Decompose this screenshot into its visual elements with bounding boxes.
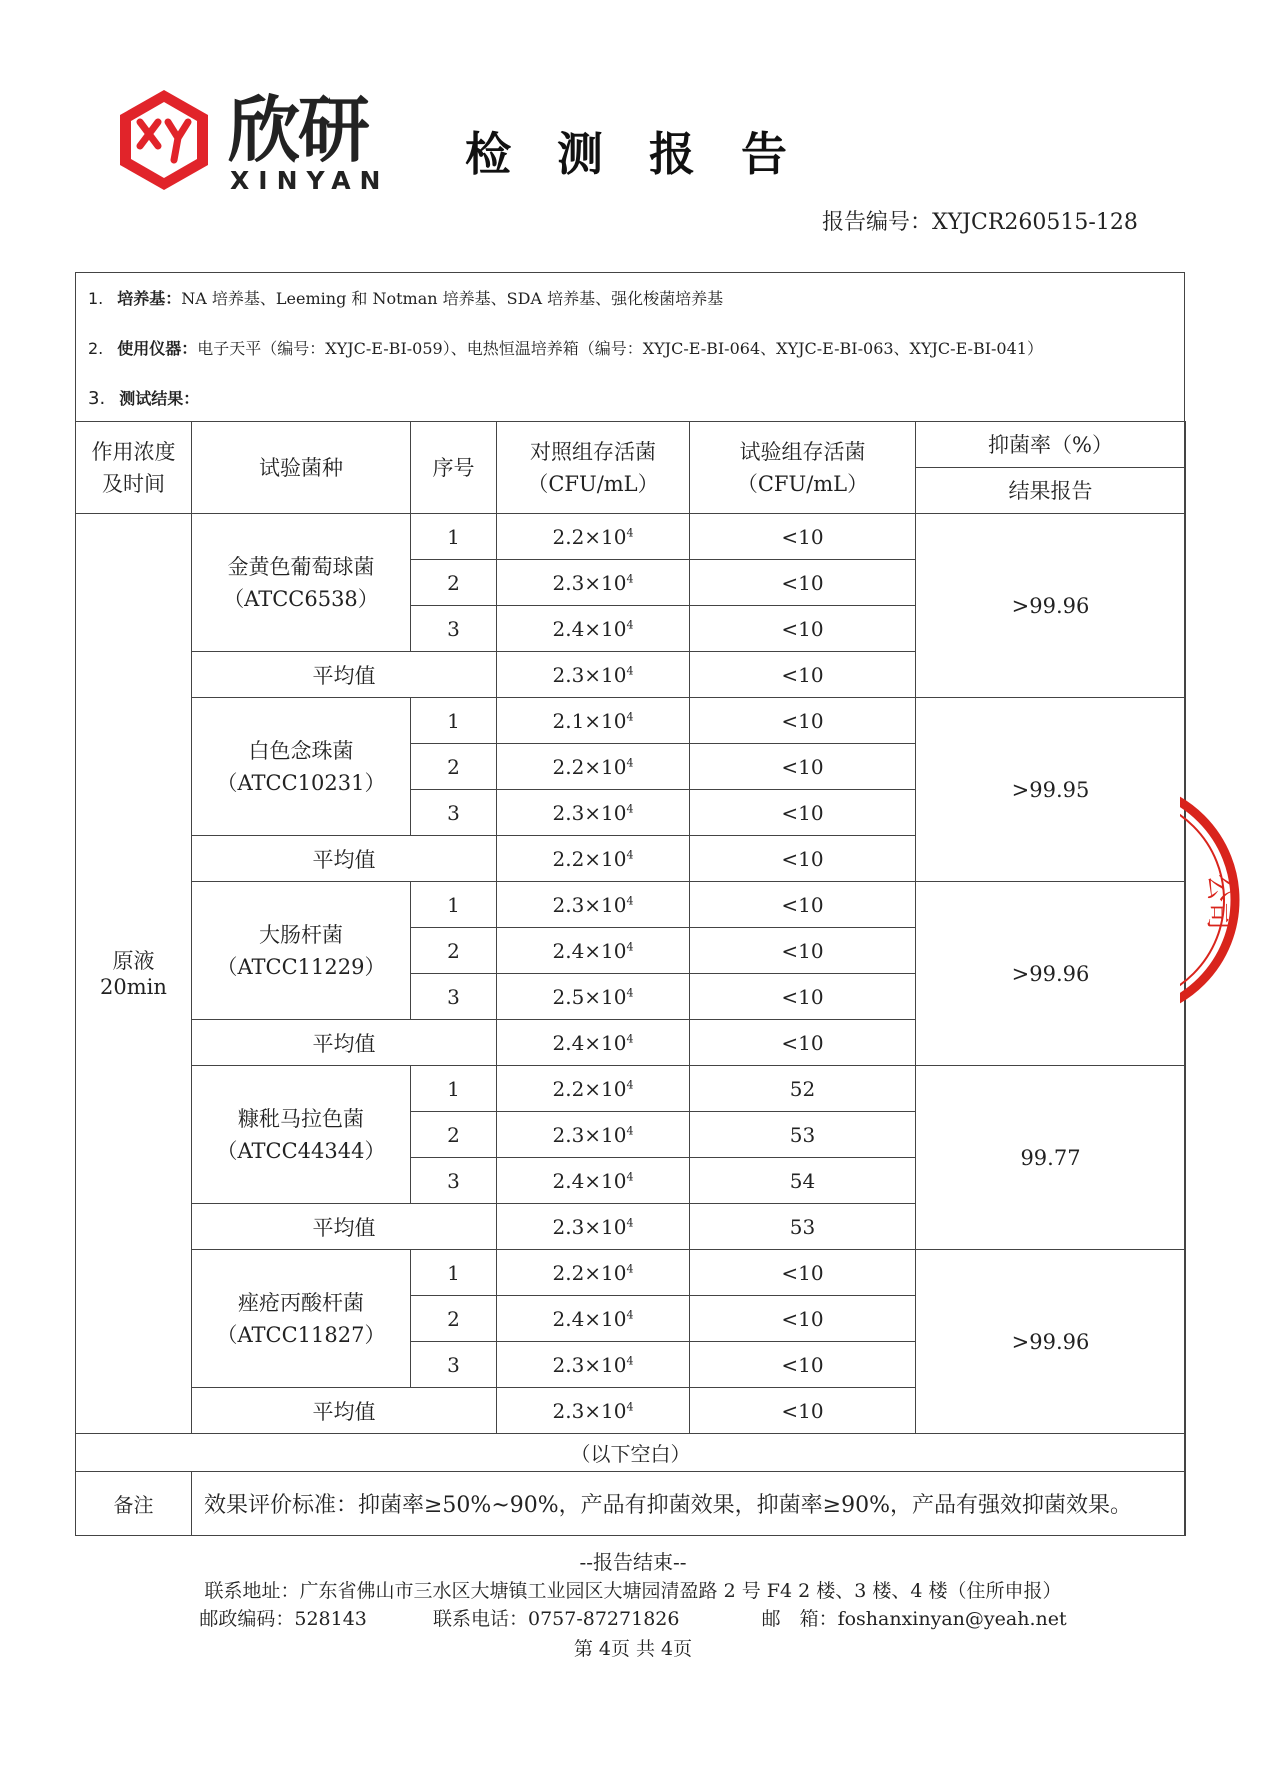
sequence-cell: 2 bbox=[411, 928, 497, 974]
control-count-cell bbox=[497, 698, 690, 744]
control-count: 2.2×10 bbox=[552, 1076, 627, 1101]
footer-address: 联系地址：广东省佛山市三水区大塘镇工业园区大塘园清盈路 2 号 F4 2 楼、3 楼、4 楼（住所申报） bbox=[204, 1580, 1062, 1602]
header-control-line2: （CFU/mL） bbox=[527, 471, 659, 496]
footer-email: 邮 箱：foshanxinyan@yeah.net bbox=[761, 1608, 1067, 1630]
control-count-cell bbox=[497, 1112, 690, 1158]
species-name: 白色念珠菌 bbox=[248, 738, 354, 763]
header-concentration bbox=[76, 422, 192, 514]
average-test-cell: <10 bbox=[690, 1020, 916, 1066]
table-row bbox=[76, 698, 1186, 744]
average-label: 平均值 bbox=[192, 1388, 497, 1434]
average-test-cell: <10 bbox=[690, 652, 916, 698]
control-count-cell bbox=[497, 836, 690, 882]
header-test-line2: （CFU/mL） bbox=[736, 471, 869, 496]
test-count-cell: <10 bbox=[690, 882, 916, 928]
control-count-cell bbox=[497, 1388, 690, 1434]
control-count: 2.4×10 bbox=[552, 938, 627, 963]
exponent: 4 bbox=[626, 755, 634, 769]
exponent: 4 bbox=[626, 801, 634, 815]
inhibition-rate-cell: >99.96 bbox=[916, 514, 1186, 698]
control-count-cell bbox=[497, 1158, 690, 1204]
exponent: 4 bbox=[626, 1399, 634, 1413]
footer-contact bbox=[0, 1604, 1266, 1631]
exponent: 4 bbox=[626, 617, 634, 631]
header-concentration-line2: 及时间 bbox=[102, 471, 165, 496]
inhibition-rate-cell: >99.95 bbox=[916, 698, 1186, 882]
control-count: 2.2×10 bbox=[552, 1260, 627, 1285]
item-number: 2. bbox=[88, 339, 104, 358]
control-count-cell bbox=[497, 560, 690, 606]
species-name: 痤疮丙酸杆菌 bbox=[238, 1290, 364, 1315]
exponent: 4 bbox=[626, 893, 634, 907]
footer-postcode: 邮政编码：528143 bbox=[199, 1608, 367, 1630]
control-count-cell bbox=[497, 790, 690, 836]
header-species: 试验菌种 bbox=[192, 422, 411, 514]
control-count-cell bbox=[497, 1250, 690, 1296]
test-count-cell: <10 bbox=[690, 560, 916, 606]
species-code: （ATCC6538） bbox=[223, 586, 379, 611]
header-concentration-line1: 作用浓度 bbox=[91, 439, 176, 464]
average-label: 平均值 bbox=[192, 836, 497, 882]
table-row bbox=[76, 1250, 1186, 1296]
species-cell bbox=[192, 514, 411, 652]
instruments-line bbox=[88, 336, 1043, 359]
control-count: 2.3×10 bbox=[552, 892, 627, 917]
instruments-label: 使用仪器： bbox=[117, 339, 198, 358]
control-count: 2.1×10 bbox=[552, 708, 627, 733]
control-count: 2.4×10 bbox=[552, 616, 627, 641]
species-cell bbox=[192, 1066, 411, 1204]
exponent: 4 bbox=[626, 709, 634, 723]
condition-cell bbox=[76, 514, 192, 1434]
table-row bbox=[76, 514, 1186, 560]
control-count-cell bbox=[497, 652, 690, 698]
test-count-cell: <10 bbox=[690, 790, 916, 836]
blank-note: （以下空白） bbox=[76, 1434, 1186, 1472]
control-count: 2.4×10 bbox=[552, 1030, 627, 1055]
instruments-value: 电子天平（编号：XYJC-E-BI-059）、电热恒温培养箱（编号：XYJC-E-BI-064、XYJC-E-BI-063、XYJC-E-BI-041） bbox=[197, 339, 1043, 358]
sequence-cell: 3 bbox=[411, 974, 497, 1020]
company-logo bbox=[118, 88, 418, 198]
test-count-cell: <10 bbox=[690, 1250, 916, 1296]
sequence-cell: 1 bbox=[411, 698, 497, 744]
document-title: 检测报告 bbox=[465, 127, 833, 181]
remark-row bbox=[76, 1472, 1186, 1536]
control-count-cell bbox=[497, 1066, 690, 1112]
sequence-cell: 3 bbox=[411, 1342, 497, 1388]
exponent: 4 bbox=[626, 1169, 634, 1183]
average-test-cell: <10 bbox=[690, 836, 916, 882]
test-count-cell: <10 bbox=[690, 928, 916, 974]
sequence-cell: 1 bbox=[411, 1066, 497, 1112]
header-control-line1: 对照组存活菌 bbox=[530, 439, 656, 464]
blank-note-row bbox=[76, 1434, 1186, 1472]
test-count-cell: <10 bbox=[690, 606, 916, 652]
test-count-cell: <10 bbox=[690, 1296, 916, 1342]
sequence-cell: 1 bbox=[411, 1250, 497, 1296]
species-cell bbox=[192, 882, 411, 1020]
control-count: 2.3×10 bbox=[552, 1398, 627, 1423]
test-count-cell: <10 bbox=[690, 974, 916, 1020]
test-count-cell: <10 bbox=[690, 1342, 916, 1388]
exponent: 4 bbox=[626, 847, 634, 861]
exponent: 4 bbox=[626, 1031, 634, 1045]
sequence-cell: 1 bbox=[411, 882, 497, 928]
report-number: 报告编号：XYJCR260515-128 bbox=[822, 210, 1138, 235]
sequence-cell: 1 bbox=[411, 514, 497, 560]
control-count: 2.3×10 bbox=[552, 1214, 627, 1239]
test-count-cell: <10 bbox=[690, 744, 916, 790]
header-result: 结果报告 bbox=[916, 468, 1186, 514]
exponent: 4 bbox=[626, 1307, 634, 1321]
page-number: 第 4页 共 4页 bbox=[573, 1638, 693, 1660]
svg-text:公司: 公司 bbox=[1203, 873, 1236, 931]
control-count-cell bbox=[497, 514, 690, 560]
official-seal-stamp bbox=[1180, 790, 1266, 1010]
results-label: 测试结果： bbox=[119, 389, 200, 408]
header-control bbox=[497, 422, 690, 514]
exponent: 4 bbox=[626, 1077, 634, 1091]
logo-english-name: XINYAN bbox=[230, 166, 390, 195]
control-count-cell bbox=[497, 1020, 690, 1066]
control-count: 2.3×10 bbox=[552, 570, 627, 595]
control-count-cell bbox=[497, 606, 690, 652]
item-number: 1. bbox=[88, 289, 104, 308]
control-count-cell bbox=[497, 974, 690, 1020]
header-sequence: 序号 bbox=[411, 422, 497, 514]
average-label: 平均值 bbox=[192, 1020, 497, 1066]
header-rate: 抑菌率（%） bbox=[916, 422, 1186, 468]
item-number: 3. bbox=[88, 388, 106, 409]
report-end: --报告结束-- bbox=[579, 1550, 687, 1574]
header-test-line1: 试验组存活菌 bbox=[739, 439, 866, 464]
control-count: 2.2×10 bbox=[552, 846, 627, 871]
sequence-cell: 2 bbox=[411, 1296, 497, 1342]
control-count: 2.3×10 bbox=[552, 662, 627, 687]
footer-phone: 联系电话：0757-87271826 bbox=[432, 1608, 680, 1630]
species-name: 金黄色葡萄球菌 bbox=[227, 554, 375, 579]
test-count-cell: 53 bbox=[690, 1112, 916, 1158]
control-count: 2.3×10 bbox=[552, 800, 627, 825]
results-line bbox=[88, 386, 199, 409]
control-count-cell bbox=[497, 1296, 690, 1342]
inhibition-rate-cell: >99.96 bbox=[916, 1250, 1186, 1434]
control-count: 2.4×10 bbox=[552, 1306, 627, 1331]
exponent: 4 bbox=[626, 1353, 634, 1367]
average-test-cell: 53 bbox=[690, 1204, 916, 1250]
test-count-cell: <10 bbox=[690, 698, 916, 744]
condition-line1: 原液 bbox=[112, 948, 155, 973]
sequence-cell: 3 bbox=[411, 606, 497, 652]
species-cell bbox=[192, 698, 411, 836]
average-label: 平均值 bbox=[192, 1204, 497, 1250]
remark-text: 效果评价标准：抑菌率≥50%~90%，产品有抑菌效果，抑菌率≥90%，产品有强效抑菌效果。 bbox=[192, 1472, 1186, 1536]
exponent: 4 bbox=[626, 1215, 634, 1229]
control-count-cell bbox=[497, 928, 690, 974]
table-row bbox=[76, 1066, 1186, 1112]
sequence-cell: 2 bbox=[411, 560, 497, 606]
test-count-cell: 54 bbox=[690, 1158, 916, 1204]
condition-line2: 20min bbox=[100, 974, 167, 999]
test-count-cell: <10 bbox=[690, 514, 916, 560]
logo-chinese-name: 欣研 bbox=[228, 88, 369, 172]
species-name: 糠秕马拉色菌 bbox=[238, 1106, 364, 1131]
test-count-cell: 52 bbox=[690, 1066, 916, 1112]
control-count-cell bbox=[497, 1204, 690, 1250]
control-count: 2.3×10 bbox=[552, 1352, 627, 1377]
exponent: 4 bbox=[626, 571, 634, 585]
exponent: 4 bbox=[626, 663, 634, 677]
inhibition-rate-cell: >99.96 bbox=[916, 882, 1186, 1066]
inhibition-rate-cell: 99.77 bbox=[916, 1066, 1186, 1250]
species-cell bbox=[192, 1250, 411, 1388]
species-code: （ATCC44344） bbox=[216, 1138, 386, 1163]
media-value: NA 培养基、Leeming 和 Notman 培养基、SDA 培养基、强化梭菌培养基 bbox=[181, 289, 724, 308]
culture-media-line bbox=[88, 286, 723, 309]
sequence-cell: 3 bbox=[411, 1158, 497, 1204]
media-label: 培养基： bbox=[117, 289, 182, 308]
species-code: （ATCC11229） bbox=[216, 954, 386, 979]
control-count-cell bbox=[497, 744, 690, 790]
sequence-cell: 2 bbox=[411, 1112, 497, 1158]
sequence-cell: 3 bbox=[411, 790, 497, 836]
exponent: 4 bbox=[626, 985, 634, 999]
remark-label: 备注 bbox=[76, 1472, 192, 1536]
average-test-cell: <10 bbox=[690, 1388, 916, 1434]
logo-hexagon-icon bbox=[118, 88, 210, 192]
sequence-cell: 2 bbox=[411, 744, 497, 790]
control-count: 2.2×10 bbox=[552, 524, 627, 549]
control-count: 2.3×10 bbox=[552, 1122, 627, 1147]
exponent: 4 bbox=[626, 939, 634, 953]
table-row bbox=[76, 882, 1186, 928]
exponent: 4 bbox=[626, 1123, 634, 1137]
species-code: （ATCC11827） bbox=[216, 1322, 386, 1347]
species-code: （ATCC10231） bbox=[216, 770, 386, 795]
control-count: 2.5×10 bbox=[552, 984, 627, 1009]
average-label: 平均值 bbox=[192, 652, 497, 698]
control-count: 2.2×10 bbox=[552, 754, 627, 779]
results-table bbox=[75, 421, 1186, 1536]
control-count-cell bbox=[497, 1342, 690, 1388]
exponent: 4 bbox=[626, 525, 634, 539]
control-count: 2.4×10 bbox=[552, 1168, 627, 1193]
species-name: 大肠杆菌 bbox=[259, 922, 343, 947]
header-test bbox=[690, 422, 916, 514]
control-count-cell bbox=[497, 882, 690, 928]
exponent: 4 bbox=[626, 1261, 634, 1275]
